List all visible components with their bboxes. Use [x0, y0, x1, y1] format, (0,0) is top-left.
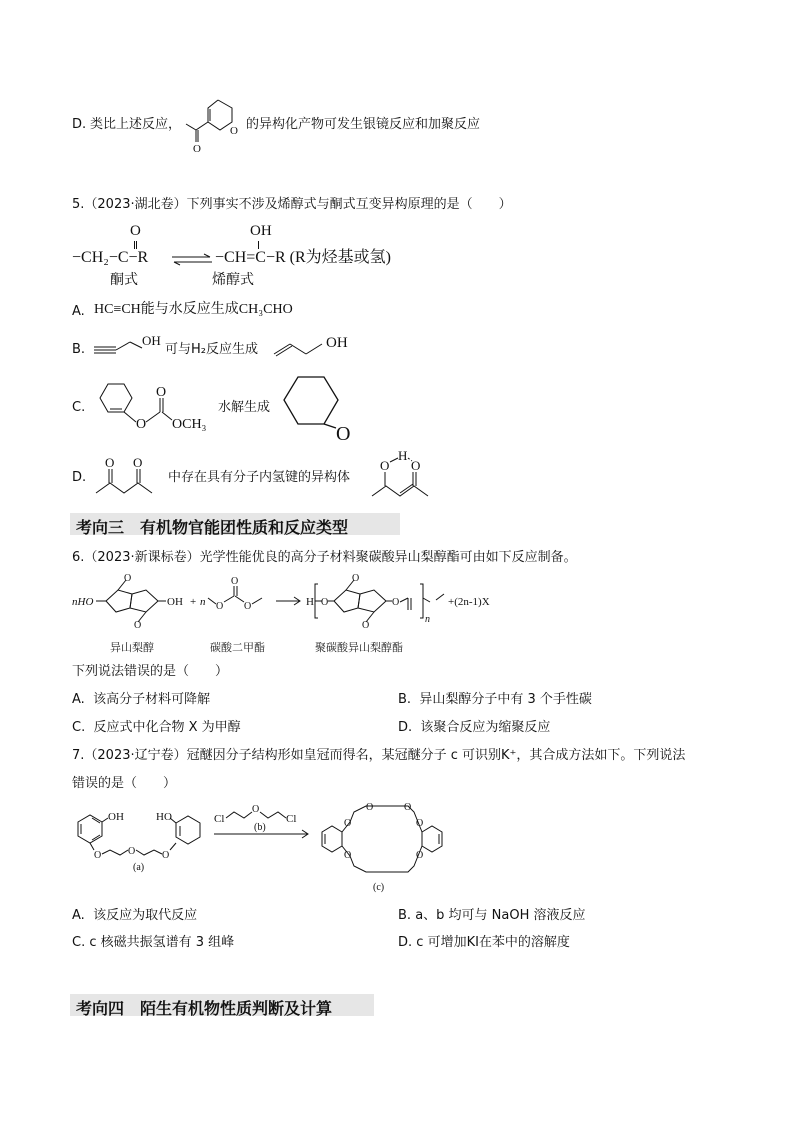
q6-option-a-text: 该高分子材料可降解	[93, 692, 211, 707]
q6-dmc-o2: O	[231, 576, 239, 587]
q5-option-d-mid: 中存在具有分子内氢键的异构体	[168, 470, 351, 485]
q6-option-b	[398, 692, 592, 708]
q6-option-d	[398, 720, 550, 736]
q7-b-atom-cl2: Cl	[286, 813, 297, 825]
q5-option-d-label: D.	[72, 470, 87, 485]
q7-reaction-scheme	[70, 800, 450, 900]
q6-poly-o4: O	[392, 597, 400, 608]
q5-option-a-text: HC≡CH能与水反应生成CH₃CHO	[94, 302, 293, 317]
q6-product-n: n	[425, 614, 430, 625]
q7-option-b-text: a、b 均可与 NaOH 溶液反应	[415, 908, 586, 923]
q5-c-atom-o2: O	[156, 385, 167, 400]
q7-c-atom-o4: O	[416, 818, 424, 829]
q5-d-atom-o2: O	[133, 455, 143, 470]
q5-option-b-mid: 可与H₂反应生成	[165, 342, 258, 357]
section-3-heading: 考向三 有机物官能团性质和反应类型	[70, 513, 400, 535]
q5-eq-equilibrium-arrow	[170, 254, 214, 266]
q7-c-label: (c)	[373, 882, 385, 893]
q5-c-reactant-structure	[90, 378, 215, 438]
q7-option-c	[72, 935, 234, 951]
q5-c-atom-och3: OCH₃	[172, 417, 207, 432]
q6-stem: 6.（2023·新课标卷）光学性能优良的高分子材料聚碳酸异山梨醇酯可由如下反应制备。	[72, 550, 577, 565]
q6-caption-polymer: 聚碳酸异山梨醇酯	[315, 641, 403, 654]
q5-equation	[72, 222, 452, 292]
q7-a-atom-o3: O	[162, 850, 170, 861]
q7-c-atom-o6: O	[416, 850, 424, 861]
q7-a-atom-o1: O	[94, 850, 102, 861]
q5-b-atom-oh2: OH	[326, 335, 348, 351]
q4-option-d-suffix: 的异构化产物可发生银镜反应和加聚反应	[246, 117, 481, 132]
q6-poly-o2: O	[352, 573, 360, 584]
q7-b-label: (b)	[254, 822, 266, 833]
q4-option-d-prefix: 类比上述反应，	[90, 117, 182, 132]
q6-question: 下列说法错误的是（ ）	[72, 664, 229, 679]
q4-atom-ring-o: O	[230, 125, 238, 137]
q6-dmc-o3: O	[244, 601, 252, 612]
q5-d-atom-keto-o: O	[411, 458, 421, 473]
q6-poly-o3: O	[362, 620, 370, 631]
q7-a-atom-ho: HO	[156, 811, 172, 823]
q7-option-d-label: D.	[398, 935, 413, 950]
q7-option-a-text: 该反应为取代反应	[93, 908, 198, 923]
q5-eq-right: −CH=C−R (R为烃基或氢)	[215, 249, 391, 266]
q6-plus: +	[190, 596, 197, 608]
q5-c-product-structure	[274, 372, 364, 447]
q4-option-d-label: D.	[72, 117, 87, 132]
q6-reaction-scheme	[72, 572, 532, 652]
q7-b-atom-o: O	[252, 804, 260, 815]
q5-c-atom-ketone-o: O	[336, 423, 351, 445]
q7-option-d	[398, 935, 570, 951]
q5-eq-left: −CH₂−C−R	[72, 249, 149, 266]
q7-a-atom-o2: O	[128, 846, 136, 857]
q7-option-a	[72, 908, 197, 924]
section-4-heading: 考向四 陌生有机物性质判断及计算	[70, 994, 374, 1016]
q5-b-atom-oh1: OH	[142, 333, 161, 348]
q4-atom-carbonyl-o: O	[193, 143, 201, 155]
q7-c-atom-o1: O	[344, 818, 352, 829]
q5-option-c-mid: 水解生成	[218, 400, 271, 415]
q6-dmc-o1: O	[216, 601, 224, 612]
q6-option-b-label: B.	[398, 692, 412, 707]
q7-option-c-label: C.	[72, 935, 86, 950]
q6-option-c	[72, 720, 241, 736]
q7-stem-line1: 7.（2023·辽宁卷）冠醚因分子结构形如皇冠而得名，某冠醚分子 c 可识别K⁺，其合成方法如下。下列说法	[72, 748, 686, 763]
q5-b-reactant-structure	[92, 330, 162, 360]
q6-option-c-text: 反应式中化合物 X 为甲醇	[93, 720, 241, 735]
q5-c-atom-o1: O	[136, 417, 147, 432]
q7-option-b-label: B.	[398, 908, 412, 923]
q7-c-atom-o5: O	[344, 850, 352, 861]
q6-poly-o1: O	[321, 597, 329, 608]
q5-option-c-label: C.	[72, 400, 86, 415]
q6-n2: n	[200, 596, 206, 608]
q6-option-b-text: 异山梨醇分子中有 3 个手性碳	[419, 692, 592, 707]
q7-a-atom-oh: OH	[108, 811, 124, 823]
q5-d-atom-enol-o: O	[380, 458, 390, 473]
q7-option-b	[398, 908, 586, 924]
q5-d-diketone-structure	[92, 455, 167, 500]
q5-d-atom-h: H	[398, 448, 408, 463]
q7-c-atom-o3: O	[404, 802, 412, 813]
q6-option-c-label: C.	[72, 720, 86, 735]
q6-byproduct: +(2n-1)X	[448, 596, 490, 608]
q5-option-b-label: B.	[72, 342, 86, 357]
q6-product-h: H	[306, 596, 314, 608]
q5-option-a-label: A.	[72, 304, 85, 319]
q7-a-label: (a)	[133, 862, 145, 873]
q6-caption-isosorbide: 异山梨醇	[110, 641, 154, 654]
q5-eq-right-oh: OH	[250, 223, 272, 239]
q6-reactant1-suffix: OH	[167, 596, 183, 608]
q6-isosorbide-o2: O	[134, 620, 142, 631]
q7-option-c-text: c 核磁共振氢谱有 3 组峰	[89, 935, 235, 950]
q5-d-atom-o1: O	[105, 455, 115, 470]
q6-option-a	[72, 692, 210, 708]
q6-option-d-text: 该聚合反应为缩聚反应	[420, 720, 551, 735]
q6-isosorbide-o1: O	[124, 573, 132, 584]
q7-c-atom-o2: O	[366, 802, 374, 813]
q5-stem: 5.（2023·湖北卷）下列事实不涉及烯醇式与酮式互变异构原理的是（ ）	[72, 197, 512, 212]
q6-caption-dmc: 碳酸二甲酯	[210, 641, 265, 654]
q5-eq-right-caption: 烯醇式	[212, 272, 254, 288]
q5-d-enol-structure	[368, 448, 453, 503]
q6-option-d-label: D.	[398, 720, 413, 735]
q7-stem-line2: 错误的是（ ）	[72, 776, 177, 791]
q7-option-d-text: c 可增加KI在苯中的溶解度	[416, 935, 570, 950]
q5-eq-left-o: O	[130, 223, 141, 239]
q5-eq-left-caption: 酮式	[110, 272, 138, 288]
q7-option-a-label: A.	[72, 908, 85, 923]
q6-option-a-label: A.	[72, 692, 85, 707]
q5-b-product-structure	[272, 332, 362, 362]
q7-b-atom-cl1: Cl	[214, 813, 225, 825]
q6-reactant1-prefix: nHO	[72, 596, 94, 608]
q4-option-d-structure	[188, 92, 248, 155]
